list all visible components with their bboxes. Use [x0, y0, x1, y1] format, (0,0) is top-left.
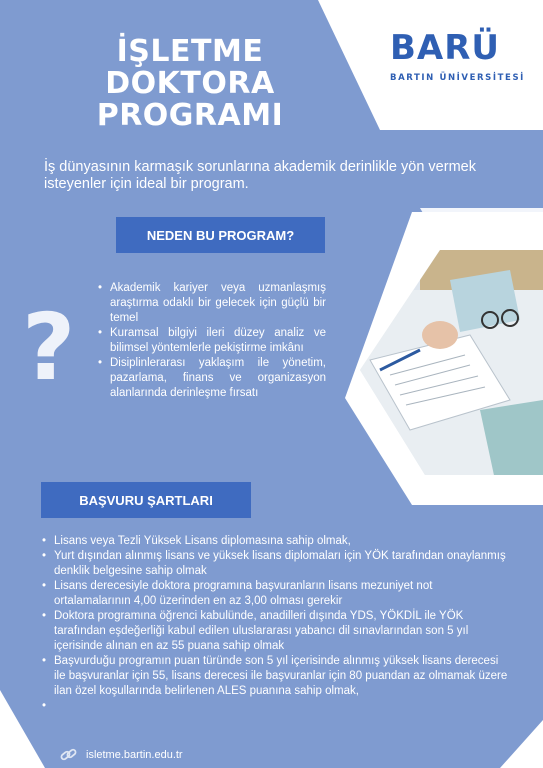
study-photo [360, 250, 543, 480]
list-item: • Disiplinlerarası yaklaşım ile yönetim, pazarlama, finans ve organizasyon alanlarında derinleşme fırsatı [98, 356, 326, 401]
title-line-3: PROGRAMI [96, 98, 284, 133]
list-item: • Kuramsal bilgiyi ileri düzey analiz ve bilimsel yöntemlerle pekiştirme imkânı [98, 326, 326, 356]
page-title [70, 36, 310, 132]
question-mark-icon: ? [22, 294, 76, 401]
title-line-1: İŞLETME [116, 34, 264, 69]
list-item: • Doktora programına öğrenci kabulünde, anadilleri dışında YDS, YÖKDİL ile YÖK tarafından eşdeğerliği kabul edilen uluslararası yabancı dil sınavlarından son 5 yıl içerisinde alınan en az 55 puana sahip olmak [42, 609, 512, 654]
list-item: • Yurt dışından alınmış lisans ve yüksek lisans diplomaları için YÖK tarafından onaylanmış denklik belgesine sahip olmak [42, 549, 512, 579]
why-heading: NEDEN BU PROGRAM? [116, 217, 325, 253]
list-item: • Akademik kariyer veya uzmanlaşmış araştırma odaklı bir gelecek için güçlü bir temel [98, 281, 326, 326]
requirements-list [42, 534, 512, 699]
university-logo: BARÜ [390, 28, 501, 68]
list-item: • Lisans veya Tezli Yüksek Lisans diplomasına sahip olmak, [42, 534, 512, 549]
requirements-heading: BAŞVURU ŞARTLARI [41, 482, 251, 518]
list-item: • Başvurduğu programın puan türünde son 5 yıl içerisinde alınmış yüksek lisans derecesi ile başvuranlar için 55, lisans derecesi ile başvuranlar için 80 puandan az olmamak üzere ilan özel koşullarında belirlenen ALES puanına sahip olmak, [42, 654, 512, 699]
list-item: • Lisans derecesiyle doktora programına başvuranların lisans mezuniyet not ortalamalarının 4,00 üzerinden en az 3,00 olması gerekir [42, 579, 512, 609]
title-line-2: DOKTORA [105, 66, 275, 101]
intro-text: İş dünyasının karmaşık sorunlarına akademik derinlikle yön vermek isteyenler için ideal bir program. [44, 159, 476, 192]
website-link[interactable]: isletme.bartin.edu.tr [86, 749, 183, 761]
link-icon [60, 747, 78, 763]
university-name: BARTIN ÜNİVERSİTESİ [390, 73, 525, 83]
why-list [98, 281, 326, 401]
